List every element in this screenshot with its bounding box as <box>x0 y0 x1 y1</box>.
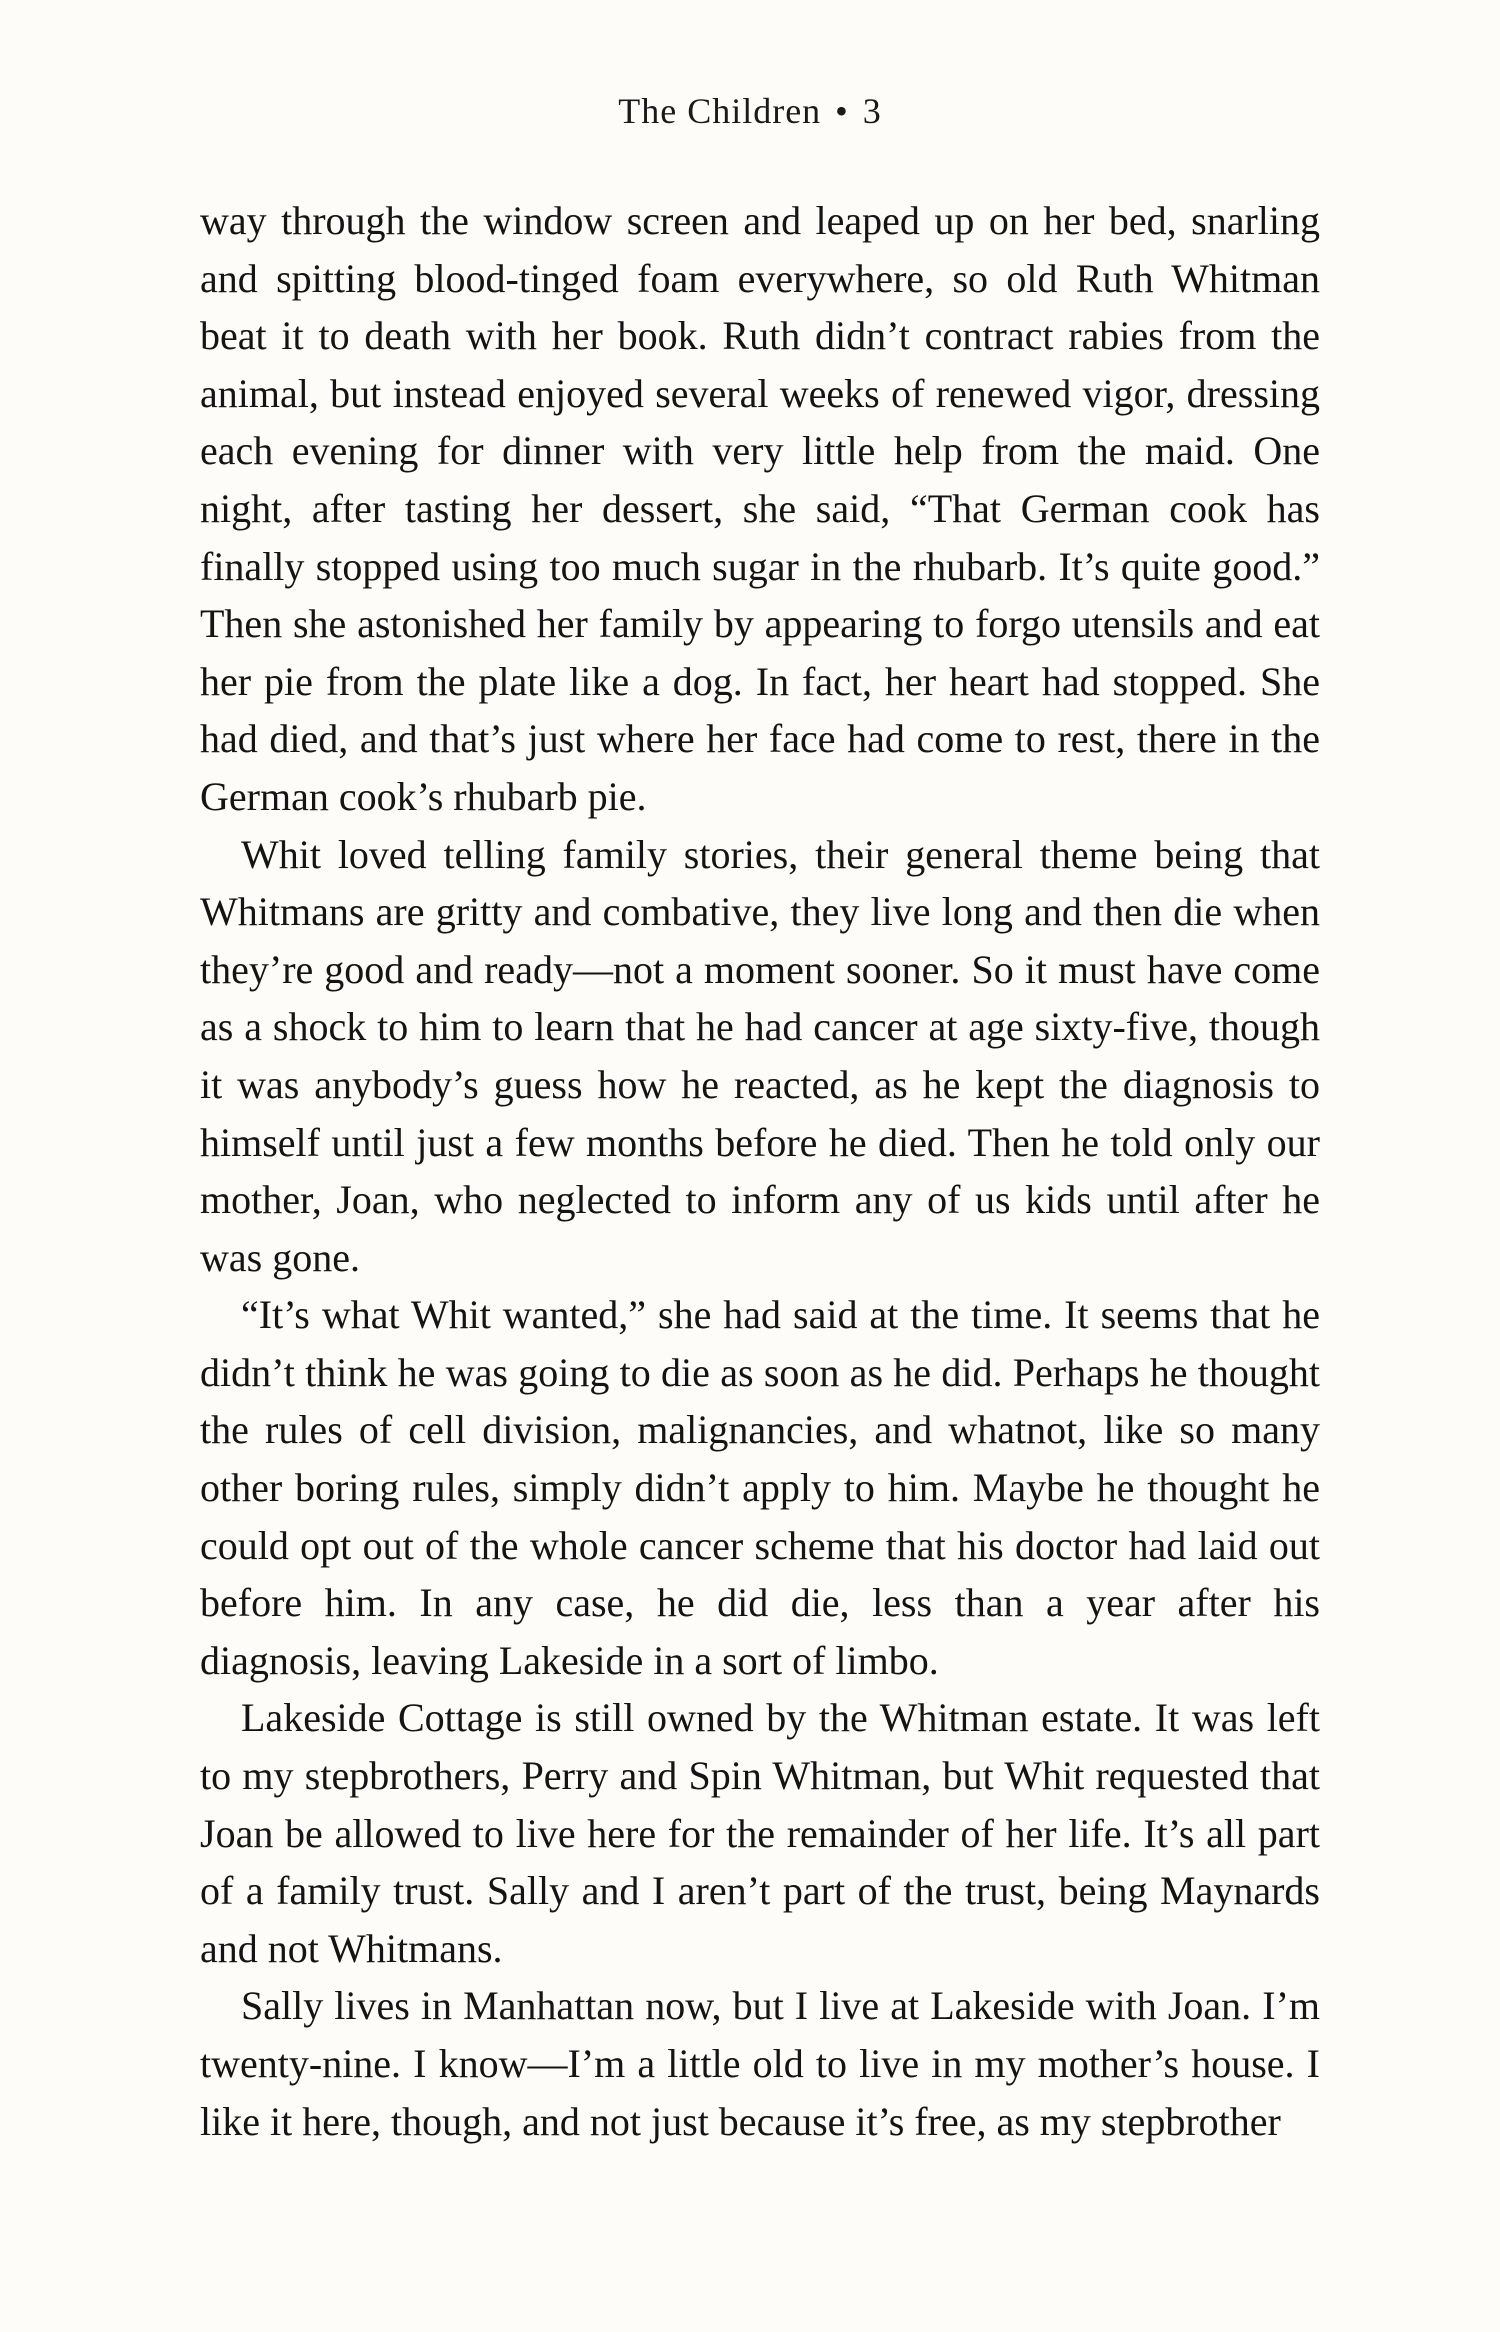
running-head-separator: • <box>835 91 849 131</box>
paragraph-5: Sally lives in Manhattan now, but I live at Lakeside with Joan. I’m twenty-nine. I know—I’m a little old to live in my mother’s house. I like it here, though, and not just because it’s free, as my stepbrother <box>200 1983 1320 2144</box>
paragraph-2: Whit loved telling family stories, their general theme being that Whitmans are gritty and combative, they live long and then die when they’re good and ready—not a moment sooner. So it must have come as a shock to him to learn that he had cancer at age sixty-five, though it was anybody’s guess how he reacted, as he kept the diagnosis to himself until just a few months before he died. Then he told only our mother, Joan, who neglected to inform any of us kids until after he was gone. <box>200 831 1320 1280</box>
running-head-title: The Children <box>618 91 822 131</box>
running-head <box>0 90 1500 132</box>
page-number: 3 <box>862 91 882 131</box>
body-text <box>200 192 1320 2150</box>
paragraph-4: Lakeside Cottage is still owned by the Whitman estate. It was left to my stepbrothers, Perry and Spin Whitman, but Whit requested that Joan be allowed to live here for the remainder of her life. It’s all part of a family trust. Sally and I aren’t part of the trust, being Maynards and not Whitmans. <box>200 1695 1320 1971</box>
paragraph-1: way through the window screen and leaped up on her bed, snarling and spitting blood-tinged foam everywhere, so old Ruth Whitman beat it to death with her book. Ruth didn’t contract rabies from the animal, but instead enjoyed several weeks of renewed vigor, dressing each evening for dinner with very little help from the maid. One night, after tasting her dessert, she said, “That German cook has finally stopped using too much sugar in the rhubarb. It’s quite good.” Then she astonished her family by appearing to forgo utensils and eat her pie from the plate like a dog. In fact, her heart had stopped. She had died, and that’s just where her face had come to rest, there in the German cook’s rhubarb pie. <box>200 198 1320 819</box>
paragraph-3: “It’s what Whit wanted,” she had said at the time. It seems that he didn’t think he was going to die as soon as he did. Perhaps he thought the rules of cell division, malignancies, and whatnot, like so many other boring rules, simply didn’t apply to him. Maybe he thought he could opt out of the whole cancer scheme that his doctor had laid out before him. In any case, he did die, less than a year after his diagnosis, leaving Lakeside in a sort of limbo. <box>200 1292 1320 1683</box>
